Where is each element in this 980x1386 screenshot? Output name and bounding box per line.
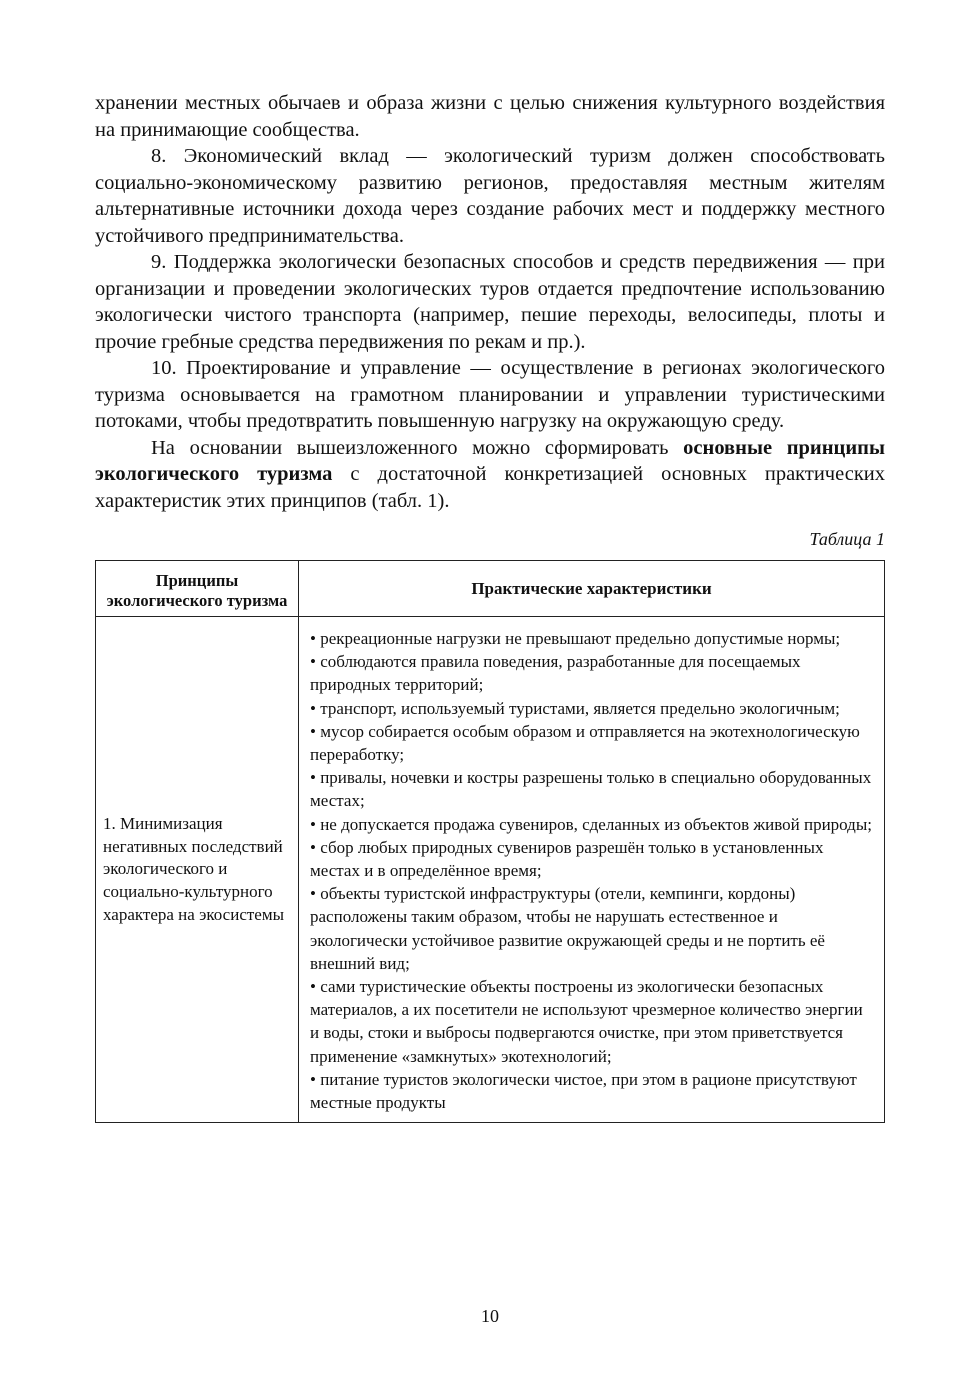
bullet-item: • рекреационные нагрузки не превышают предельно допустимые нормы; bbox=[310, 629, 841, 648]
bullet-item: • не допускается продажа сувениров, сделанных из объектов живой природы; bbox=[310, 814, 872, 834]
header-characteristics: Практические характеристики bbox=[299, 561, 885, 617]
table-row bbox=[96, 617, 885, 1123]
paragraph-item-8: 8. Экономический вклад — экологический туризм должен способствовать социально-экономическому развитию регионов, предоставляя местным жителям альтернативные источники дохода через создание рабочих мест и поддержку местного устойчивого предпринимательства. bbox=[95, 145, 885, 247]
bullet-item: • сбор любых природных сувениров разрешён только в установленных местах и в определённое время; bbox=[310, 837, 824, 881]
table-caption: Таблица 1 bbox=[809, 529, 885, 549]
bullet-item: • соблюдаются правила поведения, разработанные для посещаемых природных территорий; bbox=[310, 652, 801, 695]
bullet-item: • сами туристические объекты построены из экологически безопасных материалов, а их посетители не используют чрезмерное количество энергии и воды, стоки и выбросы подвергаются очистке, при этом приветствуется применение «замкнутых» экотехнологий; bbox=[310, 977, 863, 1066]
header-principles: Принципы экологического туризма bbox=[96, 561, 299, 617]
paragraph-continuation: хранении местных обычаев и образа жизни с целью снижения культурного воздействия на принимающие сообщества. bbox=[95, 92, 885, 141]
bullet-item: • объекты туристской инфраструктуры (отели, кемпинги, кордоны) расположены таким образом, чтобы не нарушать естественное и экологически устойчивое развитие окружающей среды и не портить её внешний вид; bbox=[310, 884, 825, 973]
bullet-item: • привалы, ночевки и костры разрешены только в специально оборудованных местах; bbox=[310, 768, 872, 811]
principle-cell: 1. Минимизация негативных последствий экологического и социально-культурного характера на экосистемы bbox=[96, 617, 299, 1123]
page-body bbox=[95, 90, 885, 1123]
bullet-item: • мусор собирается особым образом и отправляется на экотехнологическую переработку; bbox=[310, 721, 860, 765]
paragraph-summary bbox=[95, 435, 885, 515]
characteristics-cell bbox=[299, 617, 885, 1123]
principles-table bbox=[95, 560, 885, 1123]
table-header-row bbox=[96, 561, 885, 617]
bullet-item: • питание туристов экологически чистое, при этом в рационе присутствуют местные продукты bbox=[310, 1069, 857, 1113]
bullet-item: • транспорт, используемый туристами, является предельно экологичным; bbox=[310, 698, 840, 718]
summary-bold-term: основные принципы экологического туризма bbox=[95, 436, 885, 485]
paragraph-item-10: 10. Проектирование и управление — осуществление в регионах экологического туризма основывается на грамотном планировании и управлении туристическими потоками, чтобы предотвратить повышенную нагрузку на окружающую среду. bbox=[95, 357, 885, 432]
summary-text-before: На основании вышеизложенного можно сформировать bbox=[151, 436, 684, 459]
page-number: 10 bbox=[481, 1306, 499, 1326]
summary-text-after: с достаточной конкретизацией основных практических характеристик этих принципов (табл. 1). bbox=[95, 463, 885, 512]
paragraph-item-9: 9. Поддержка экологически безопасных способов и средств передвижения — при организации и проведении экологических туров отдается предпочтение использованию экологически чистого транспорта (например, пешие переходы, велосипеды, плоты и прочие гребные средства передвижения по рекам и пр.). bbox=[95, 251, 885, 353]
